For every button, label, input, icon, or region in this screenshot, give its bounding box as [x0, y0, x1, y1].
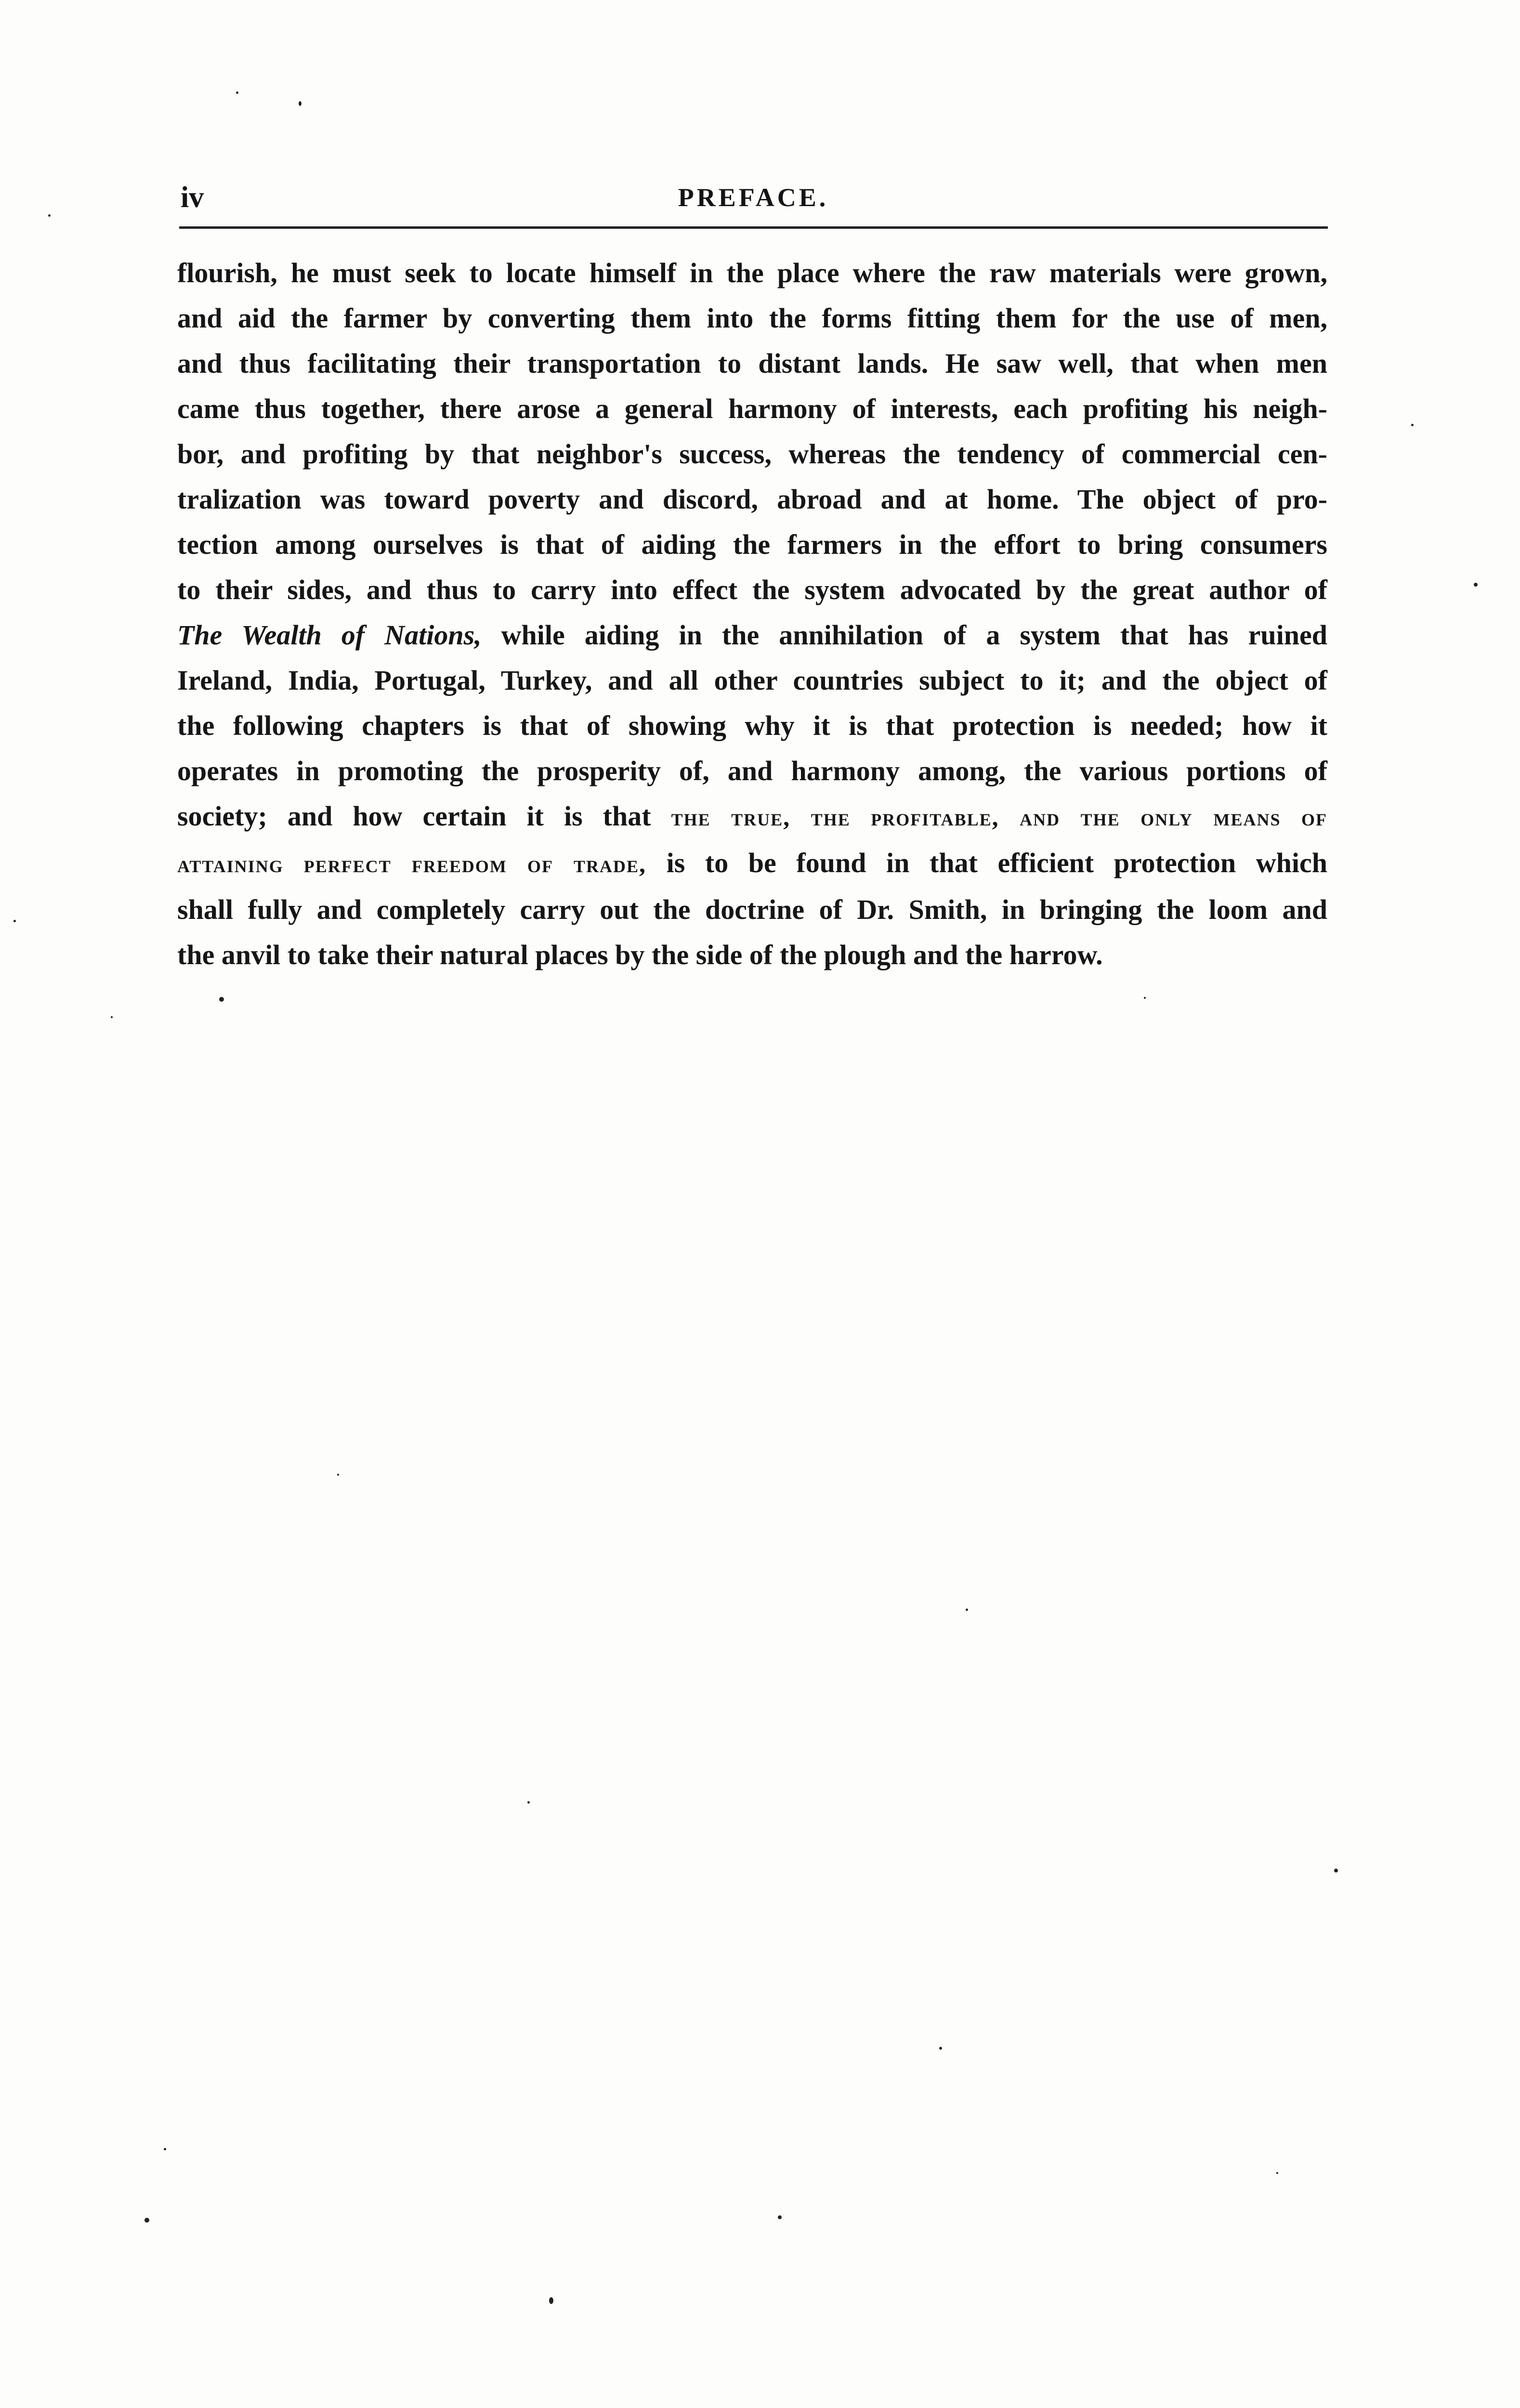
text-line: the following chapters is that of showing why it is that protection is needed; how it [177, 710, 1327, 741]
small-caps-emphasis: the true, the profitable, and the only means of [671, 804, 1327, 831]
text-line: and thus facilitating their transportation to distant lands. He saw well, that when men [177, 348, 1327, 379]
scan-speck [111, 1016, 113, 1018]
text-segment: society; and how certain it is that [177, 800, 671, 832]
scan-speck [778, 2215, 782, 2219]
text-line [177, 613, 1327, 658]
scan-speck [527, 1801, 530, 1804]
text-line: operates in promoting the prosperity of, and harmony among, the various portions of [177, 755, 1327, 786]
book-title-italic: The Wealth of Nations, [177, 619, 482, 651]
scan-speck [236, 92, 238, 94]
scan-speck [1411, 424, 1414, 426]
scan-speck [1144, 997, 1146, 999]
scan-speck [48, 214, 51, 217]
scan-speck [1474, 583, 1478, 587]
scan-speck [13, 920, 16, 922]
scan-speck [219, 997, 224, 1002]
scan-speck [337, 1474, 339, 1476]
text-segment: while aiding in the annihilation of a system that has ruined [481, 619, 1327, 651]
page-header [181, 178, 1326, 217]
text-line: came thus together, there arose a general harmony of interests, each profiting his neigh- [177, 393, 1327, 424]
text-line [177, 794, 1327, 840]
scan-speck [966, 1609, 968, 1611]
text-line: Ireland, India, Portugal, Turkey, and all other countries subject to it; and the object of [177, 665, 1327, 696]
scan-speck [1276, 2172, 1278, 2174]
scan-speck [164, 2148, 166, 2150]
page-number: iv [181, 181, 204, 214]
small-caps-emphasis: attaining perfect freedom of trade, [177, 851, 647, 878]
text-line: shall fully and completely carry out the doctrine of Dr. Smith, in bringing the loom and [177, 894, 1327, 925]
scan-speck [299, 101, 301, 106]
text-line: tralization was toward poverty and discord, abroad and at home. The object of pro- [177, 484, 1327, 515]
running-title: PREFACE. [678, 183, 829, 212]
text-segment: is to be found in that efficient protection which [646, 847, 1327, 878]
scan-speck [144, 2218, 149, 2223]
text-line [177, 840, 1327, 887]
text-line: tection among ourselves is that of aiding the farmers in the effort to bring consumers [177, 529, 1327, 560]
text-line: bor, and profiting by that neighbor's success, whereas the tendency of commercial cen- [177, 438, 1327, 470]
scan-speck [939, 2047, 942, 2050]
header-rule [179, 226, 1328, 229]
scan-speck [549, 2297, 553, 2304]
preface-text [177, 250, 1327, 978]
scan-speck [1334, 1869, 1338, 1872]
text-line: to their sides, and thus to carry into effect the system advocated by the great author of [177, 574, 1327, 605]
text-line: and aid the farmer by converting them into the forms fitting them for the use of men, [177, 302, 1327, 334]
text-line: flourish, he must seek to locate himself in the place where the raw materials were grown, [177, 257, 1327, 288]
text-line: the anvil to take their natural places by the side of the plough and the harrow. [177, 939, 1103, 970]
